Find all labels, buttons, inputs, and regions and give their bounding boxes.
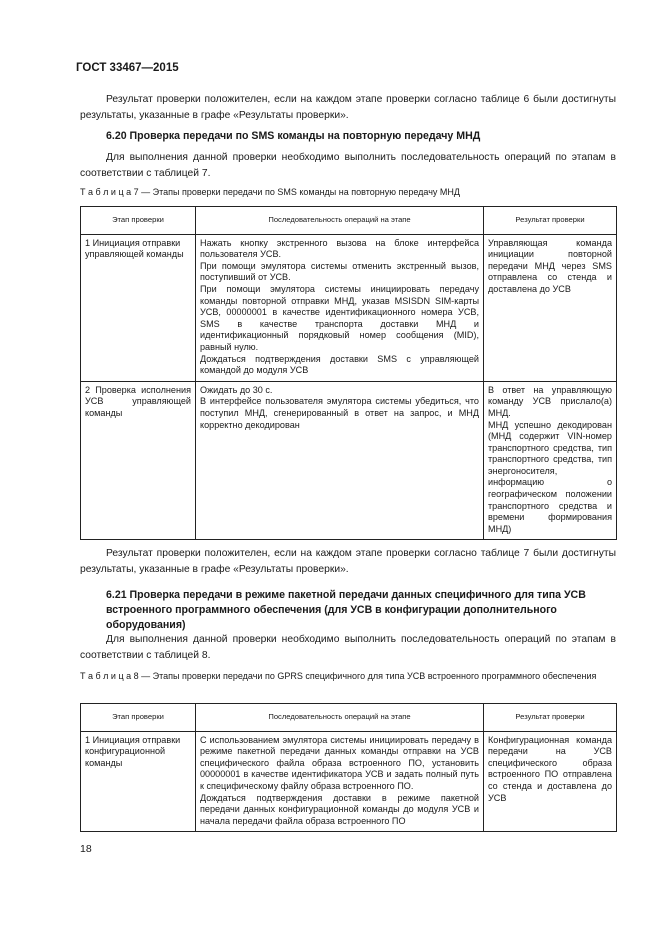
section-6-21-paragraph — [80, 632, 616, 663]
section-6-20-text: Для выполнения данной проверки необходимо выполнить последовательность операций по этапам в соответствии с таблицей 7. — [80, 152, 616, 179]
table8-header-row — [81, 704, 617, 732]
table7-row1-operations — [196, 234, 484, 381]
table7-row — [81, 381, 617, 540]
table7 — [80, 206, 617, 540]
section-6-20-heading: 6.20 Проверка передачи по SMS команды на повторную передачу МНД — [106, 130, 481, 142]
table8-row1-op: С использованием эмулятора системы инициировать передачу в режиме пакетной передачи данных команды отправки на УСВ специфического файла образа встроенного ПО, установить 00000001 в качестве идентификатора УСВ и задать полный путь к специфическому файлу образа встроенного ПО. — [200, 734, 479, 791]
table8-row — [81, 731, 617, 832]
table7-row1-result: Управляющая команда инициации повторной передачи МНД через SMS отправлена со стенда и доставлена до УСВ — [484, 234, 617, 381]
table8-header-stage: Этап проверки — [81, 704, 196, 732]
table7-row2-operations — [196, 381, 484, 540]
table8-header-result: Результат проверки — [484, 704, 617, 732]
table7-row1-stage: 1 Инициация отправки управляющей команды — [81, 234, 196, 381]
table8-row1-operations — [196, 731, 484, 832]
table7-header-result: Результат проверки — [484, 207, 617, 235]
table6-result-paragraph — [80, 92, 616, 123]
table8 — [80, 703, 617, 832]
table8-header-operations: Последовательность операций на этапе — [196, 704, 484, 732]
section-6-21-text: Для выполнения данной проверки необходимо выполнить последовательность операций по этапам в соответствии с таблицей 8. — [80, 634, 616, 661]
section-6-20-paragraph — [80, 150, 616, 181]
table7-row1-op: Нажать кнопку экстренного вызова на блоке интерфейса пользователя УСВ. — [200, 237, 479, 260]
table6-result-text: Результат проверки положителен, если на каждом этапе проверки согласно таблице 6 были достигнуты результаты, указанные в графе «Результаты проверки». — [80, 94, 616, 121]
table8-row1-op: Дождаться подтверждения доставки в режиме пакетной передачи данных конфигурационной команды до модуля УСВ и начала передачи файла образа встроенного ПО — [200, 792, 479, 826]
table7-row2-op: В интерфейсе пользователя эмулятора системы убедиться, что поступил МНД, сгенерированный в ответ на запрос, и МНД корректно декодирован — [200, 396, 479, 430]
table7-row1-op: Дождаться подтверждения доставки SMS с управляющей командой до модуля УСВ — [200, 353, 479, 376]
table7-row2-result-line: В ответ на управляющую команду УСВ прислало(а) МНД. — [488, 384, 612, 418]
table7-header-row — [81, 207, 617, 235]
standard-header: ГОСТ 33467—2015 — [76, 62, 179, 74]
table8-row1-stage: 1 Инициация отправки конфигурационной команды — [81, 731, 196, 832]
table7-result-text: Результат проверки положителен, если на каждом этапе проверки согласно таблице 7 были достигнуты результаты, указанные в графе «Результаты проверки». — [80, 548, 616, 575]
table7-header-stage: Этап проверки — [81, 207, 196, 235]
table7-row2-result-line: МНД успешно декодирован (МНД содержит VIN-номер транспортного средства, тип транспортного средства, тип энергоносителя, информацию о географическом положении транспортного средства и времени формирования МНД) — [488, 419, 612, 534]
table8-row1-result: Конфигурационная команда передачи на УСВ специфического образа встроенного ПО отправлена со стенда и доставлена до УСВ — [484, 731, 617, 832]
table7-row2-stage: 2 Проверка исполнения УСВ управляющей команды — [81, 381, 196, 540]
table7-header-operations: Последовательность операций на этапе — [196, 207, 484, 235]
table7-row2-op: Ожидать до 30 с. — [200, 384, 273, 395]
table7-row — [81, 234, 617, 381]
table7-caption: Т а б л и ц а 7 — Этапы проверки передачи по SMS команды на повторную передачу МНД — [80, 187, 460, 197]
page-number: 18 — [80, 843, 92, 855]
table7-row1-op: При помощи эмулятора системы отменить экстренный вызов, поступивший от УСВ. — [200, 260, 479, 283]
table7-row1-op: При помощи эмулятора системы инициировать передачу команды повторной отправки МНД, указав MSISDN SIM-карты УСВ, 00000001 в качестве идентификационного номера УСВ, SMS в качестве транспорта доставки МНД и идентификационный порядковый номер сообщения (MID), равный нулю. — [200, 283, 479, 352]
table7-row2-result — [484, 381, 617, 540]
table8-caption: Т а б л и ц а 8 — Этапы проверки передачи по GPRS специфичного для типа УСВ встроенного программного обеспечения — [80, 671, 597, 681]
section-6-21-heading: 6.21 Проверка передачи в режиме пакетной передачи данных специфичного для типа УСВ встроенного программного обеспечения (для УСВ в конфигурации дополнительного оборудования) — [106, 589, 586, 631]
table7-result-paragraph — [80, 546, 616, 577]
